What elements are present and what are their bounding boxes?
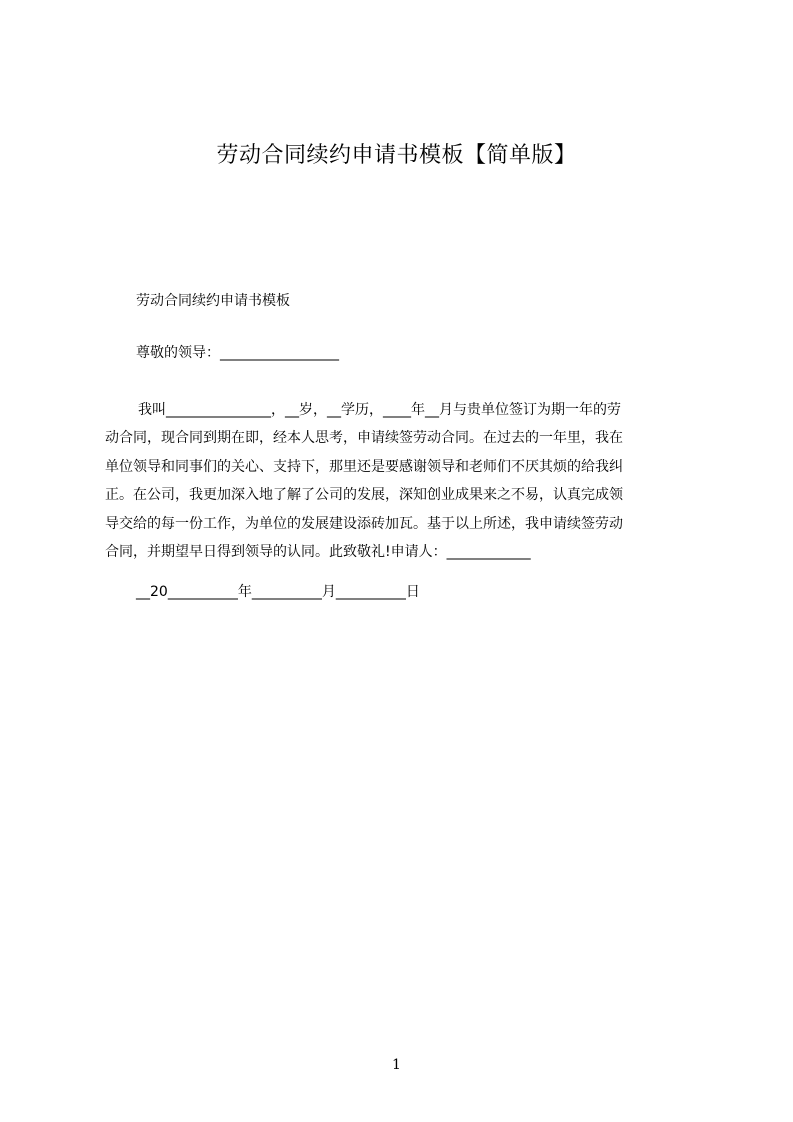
document-title: 劳动合同续约申请书模板【简单版】 <box>216 143 577 168</box>
page-number: 1 <box>392 1057 401 1073</box>
body-paragraph <box>105 396 698 566</box>
date-line: __20__________年__________月__________日 <box>136 584 420 600</box>
salutation-line: 尊敬的领导：_________________ <box>136 345 339 361</box>
body-line: 我叫_______________，__岁，__学历，____年__月与贵单位签订为期一年的劳 <box>138 402 621 418</box>
body-line: 动合同，现合同到期在即，经本人思考，申请续签劳动合同。在过去的一年里，我在 <box>105 430 623 447</box>
document-subtitle: 劳动合同续约申请书模板 <box>136 293 290 309</box>
body-line: 导交给的每一份工作，为单位的发展建设添砖加瓦。基于以上所述，我申请续签劳动 <box>105 515 623 532</box>
body-line: 合同，并期望早日得到领导的认同。此致敬礼!申请人：____________ <box>105 543 531 560</box>
body-line: 正。在公司，我更加深入地了解了公司的发展，深知创业成果来之不易，认真完成领 <box>105 487 623 504</box>
body-line: 单位领导和同事们的关心、支持下，那里还是要感谢领导和老师们不厌其烦的给我纠 <box>105 458 623 475</box>
